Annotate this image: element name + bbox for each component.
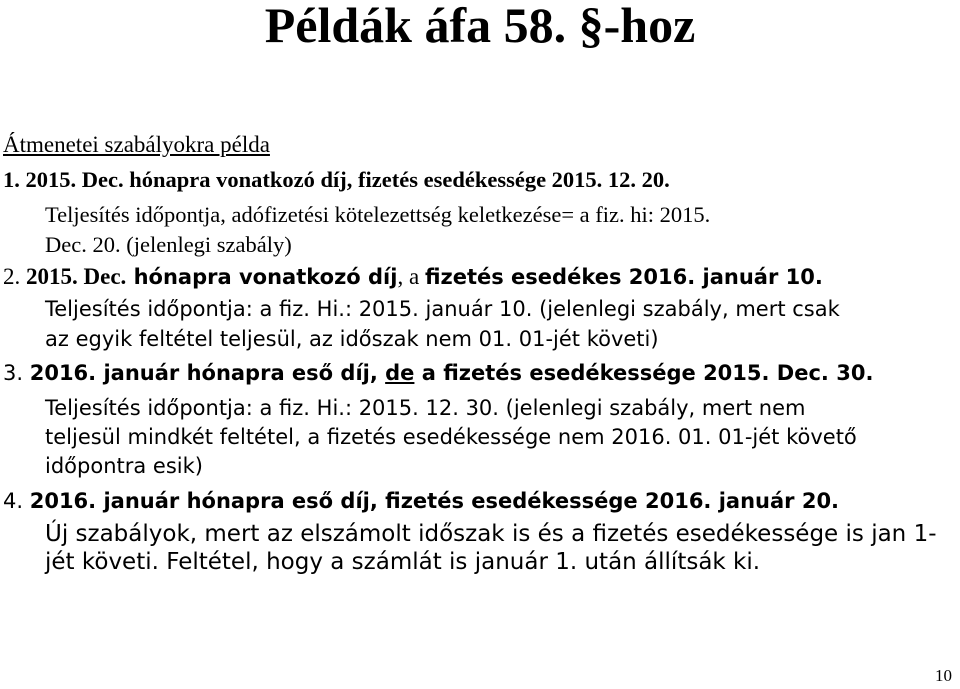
item3-bold-a: 2016. január hónapra eső díj, <box>29 361 386 385</box>
page-number: 10 <box>935 666 952 685</box>
item2-bold-b: fizetés esedékes 2016. január 10. <box>424 265 823 289</box>
item4-num: 4. <box>3 489 30 513</box>
item3-detail-line1: Teljesítés időpontja: a fiz. Hi.: 2015. 12. 30. (jelenlegi szabály, mert nem <box>45 396 806 420</box>
item4-main <box>3 491 839 512</box>
item1-main <box>3 169 670 192</box>
item2-sep: , a <box>397 264 425 289</box>
item2-detail-line1-text: Teljesítés időpontja: a fiz. Hi.: 2015. január 10. (jelenlegi szabály, mert csak <box>45 297 840 321</box>
item3-bold-de: de <box>385 361 415 385</box>
item2-middle: hónapra vonatkozó díj <box>126 265 398 289</box>
item1-detail-line2: Dec. 20. (jelenlegi szabály) <box>45 232 292 257</box>
item2-detail-line1 <box>45 299 840 320</box>
item3-detail-line3: időpontra esik) <box>45 454 203 478</box>
item2-num: 2. <box>3 264 26 289</box>
item3-num: 3. <box>3 361 30 385</box>
item4-bold: 2016. január hónapra eső díj, fizetés esedékessége 2016. január 20. <box>29 489 840 513</box>
item4-detail-line1: Új szabályok, mert az elszámolt időszak is és a fizetés esedékessége is jan 1- <box>45 521 937 547</box>
item3-detail-line2: teljesül mindkét feltétel, a fizetés esedékessége nem 2016. 01. 01-jét követő <box>45 425 857 449</box>
item1-main-text: 1. 2015. Dec. hónapra vonatkozó díj, fizetés esedékessége 2015. 12. 20. <box>3 167 670 192</box>
section-subtitle: Átmenetei szabályokra példa <box>3 132 270 157</box>
item2-bold-a: 2015. Dec. <box>26 264 127 289</box>
page-title: Példák áfa 58. §-hoz <box>264 0 696 53</box>
item3-bold-b: a fizetés esedékessége 2015. Dec. 30. <box>414 361 874 385</box>
item4-detail-line2: jét követi. Feltétel, hogy a számlát is január 1. után állítsák ki. <box>45 549 761 575</box>
item2-detail-line2: az egyik feltétel teljesül, az időszak nem 01. 01-jét követi) <box>45 327 659 351</box>
item2-main <box>3 265 823 288</box>
item3-main <box>3 363 873 384</box>
item1-detail-line1: Teljesítés időpontja, adófizetési kötelezettség keletkezése= a fiz. hi: 2015. <box>45 202 711 227</box>
